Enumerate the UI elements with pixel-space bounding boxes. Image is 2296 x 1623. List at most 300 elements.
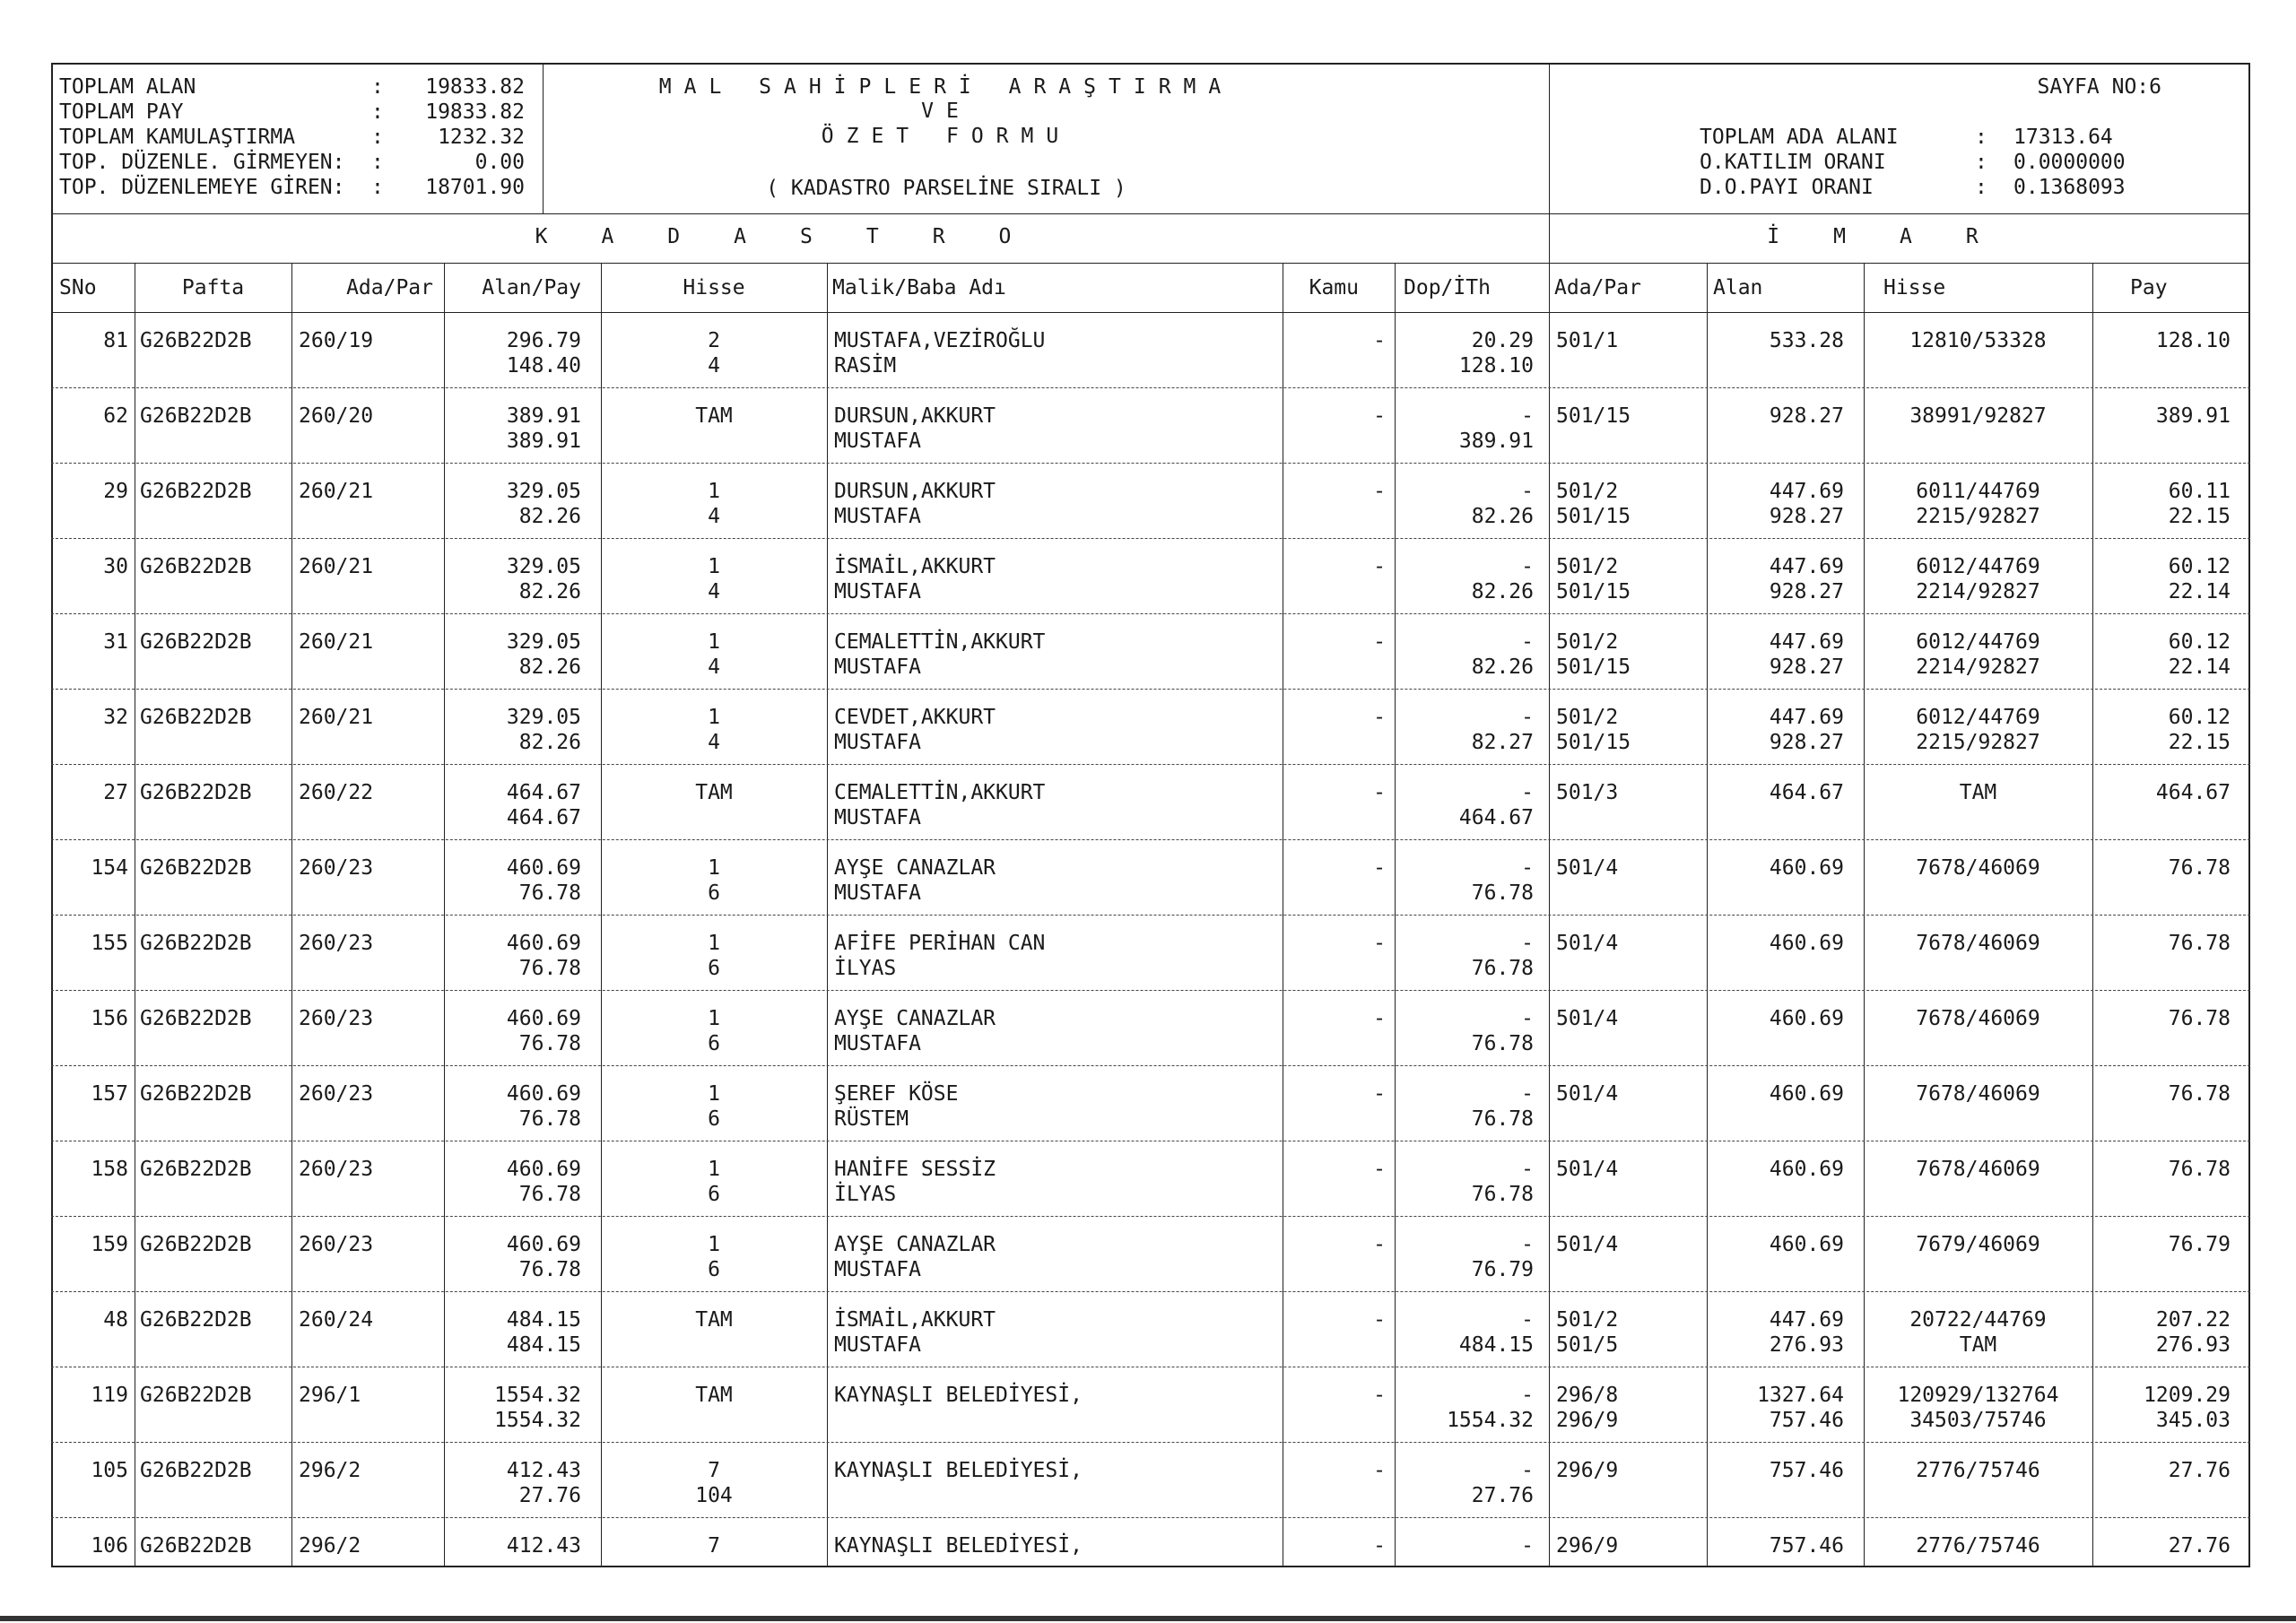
cell-kamu: - bbox=[1373, 706, 1386, 729]
cell-baba: MUSTAFA bbox=[834, 430, 921, 453]
cell-baba: MUSTAFA bbox=[834, 580, 921, 603]
row-separator bbox=[51, 839, 2250, 840]
cell-sno: 106 bbox=[91, 1534, 128, 1558]
cell-hisse-num: TAM bbox=[695, 781, 733, 804]
cell-kamu: - bbox=[1373, 856, 1386, 880]
cell-kamu: - bbox=[1373, 1459, 1386, 1482]
cell-baba: RÜSTEM bbox=[834, 1107, 909, 1131]
summary-right-value: 0.0000000 bbox=[2013, 151, 2126, 174]
cell-ith: 27.76 bbox=[1471, 1484, 1534, 1507]
cell-imar-alan: 757.46 bbox=[1769, 1409, 1844, 1432]
summary-right-label: O.KATILIM ORANI bbox=[1700, 151, 1886, 174]
cell-imar-hisse: 7678/46069 bbox=[1916, 1007, 2040, 1030]
cell-pay: 389.91 bbox=[506, 430, 581, 453]
row-separator bbox=[51, 613, 2250, 614]
summary-right-value: 0.1368093 bbox=[2013, 176, 2126, 199]
cell-adapar: 260/24 bbox=[299, 1308, 374, 1332]
cell-sno: 48 bbox=[103, 1308, 128, 1332]
cell-ith: 82.26 bbox=[1471, 580, 1534, 603]
cell-baba: MUSTAFA bbox=[834, 1333, 921, 1357]
cell-ith: 76.79 bbox=[1471, 1258, 1534, 1281]
cell-hisse-num: TAM bbox=[695, 1308, 733, 1332]
cell-imar-alan: 928.27 bbox=[1769, 655, 1844, 679]
cell-imar-alan: 928.27 bbox=[1769, 731, 1844, 754]
summary-left-colon: : bbox=[371, 75, 384, 99]
column-header: Ada/Par bbox=[346, 276, 433, 299]
cell-imar-pay: 128.10 bbox=[2155, 329, 2231, 352]
column-header: Malik/Baba Adı bbox=[832, 276, 1006, 299]
cell-imar-hisse: 34503/75746 bbox=[1909, 1409, 2047, 1432]
cell-hisse-num: 2 bbox=[708, 329, 720, 352]
cell-hisse-num: 1 bbox=[708, 932, 720, 955]
row-separator bbox=[51, 463, 2250, 464]
cell-kamu: - bbox=[1373, 404, 1386, 428]
cell-imar-pay: 27.76 bbox=[2168, 1534, 2231, 1558]
row-separator bbox=[51, 915, 2250, 916]
cell-imar-hisse: 120929/132764 bbox=[1897, 1384, 2059, 1407]
cell-pay: 148.40 bbox=[506, 354, 581, 378]
cell-sno: 27 bbox=[103, 781, 128, 804]
cell-kamu: - bbox=[1373, 1308, 1386, 1332]
cell-ith: 82.26 bbox=[1471, 505, 1534, 528]
cell-hisse-den: 6 bbox=[708, 1107, 720, 1131]
cell-malik: AFİFE PERİHAN CAN bbox=[834, 932, 1046, 955]
cell-ith: 76.78 bbox=[1471, 1183, 1534, 1206]
cell-imar-adapar: 501/4 bbox=[1556, 1158, 1619, 1181]
cell-adapar: 260/21 bbox=[299, 555, 374, 578]
column-header: Pafta bbox=[181, 276, 245, 299]
cell-imar-alan: 928.27 bbox=[1769, 404, 1844, 428]
cell-imar-hisse: 12810/53328 bbox=[1909, 329, 2047, 352]
cell-alan: 412.43 bbox=[506, 1534, 581, 1558]
cell-dop: - bbox=[1521, 706, 1534, 729]
cell-sno: 157 bbox=[91, 1082, 128, 1106]
cell-sno: 32 bbox=[103, 706, 128, 729]
cell-malik: CEMALETTİN,AKKURT bbox=[834, 781, 1046, 804]
cell-malik: ŞEREF KÖSE bbox=[834, 1082, 959, 1106]
header-bottom-rule bbox=[51, 213, 2250, 214]
cell-alan: 460.69 bbox=[506, 1007, 581, 1030]
cell-imar-pay: 76.78 bbox=[2168, 1158, 2231, 1181]
cell-imar-pay: 22.15 bbox=[2168, 505, 2231, 528]
cell-ith: 484.15 bbox=[1458, 1333, 1534, 1357]
column-header: Alan/Pay bbox=[482, 276, 581, 299]
cell-baba: MUSTAFA bbox=[834, 806, 921, 829]
cell-imar-hisse: 7679/46069 bbox=[1916, 1233, 2040, 1256]
cell-hisse-den: 4 bbox=[708, 655, 720, 679]
cell-dop: - bbox=[1521, 1233, 1534, 1256]
cell-hisse-den: 6 bbox=[708, 1032, 720, 1055]
cell-adapar: 260/23 bbox=[299, 1233, 374, 1256]
cell-hisse-num: 1 bbox=[708, 630, 720, 654]
column-header: Dop/İTh bbox=[1404, 276, 1491, 299]
cell-baba: MUSTAFA bbox=[834, 881, 921, 905]
cell-imar-adapar: 501/2 bbox=[1556, 630, 1619, 654]
cell-imar-adapar: 501/2 bbox=[1556, 480, 1619, 503]
cell-imar-hisse: 2776/75746 bbox=[1916, 1459, 2040, 1482]
cell-kamu: - bbox=[1373, 1233, 1386, 1256]
summary-right-colon: : bbox=[1975, 151, 1987, 174]
cell-dop: - bbox=[1521, 932, 1534, 955]
cell-imar-adapar: 501/1 bbox=[1556, 329, 1619, 352]
cell-imar-hisse: 7678/46069 bbox=[1916, 932, 2040, 955]
cell-kamu: - bbox=[1373, 630, 1386, 654]
cell-pafta: G26B22D2B bbox=[140, 781, 252, 804]
summary-left-label: TOP. DÜZENLE. GİRMEYEN: bbox=[59, 151, 345, 174]
cell-imar-adapar: 501/2 bbox=[1556, 706, 1619, 729]
cell-kamu: - bbox=[1373, 480, 1386, 503]
cell-baba: MUSTAFA bbox=[834, 505, 921, 528]
row-separator bbox=[51, 990, 2250, 991]
cell-hisse-num: TAM bbox=[695, 1384, 733, 1407]
title-line2: VE bbox=[921, 100, 971, 123]
cell-baba: RASİM bbox=[834, 354, 897, 378]
header-divider-left bbox=[543, 63, 544, 213]
summary-right-value: 17313.64 bbox=[2013, 126, 2113, 149]
cell-adapar: 260/21 bbox=[299, 706, 374, 729]
cell-hisse-den: 4 bbox=[708, 580, 720, 603]
cell-imar-alan: 447.69 bbox=[1769, 1308, 1844, 1332]
cell-kamu: - bbox=[1373, 932, 1386, 955]
cell-imar-pay: 22.14 bbox=[2168, 580, 2231, 603]
cell-adapar: 260/23 bbox=[299, 1082, 374, 1106]
cell-hisse-num: 1 bbox=[708, 480, 720, 503]
cell-imar-hisse: 6012/44769 bbox=[1916, 555, 2040, 578]
cell-imar-alan: 447.69 bbox=[1769, 480, 1844, 503]
cell-hisse-num: 1 bbox=[708, 1233, 720, 1256]
cell-hisse-num: 1 bbox=[708, 1158, 720, 1181]
cell-sno: 156 bbox=[91, 1007, 128, 1030]
summary-left-colon: : bbox=[371, 151, 384, 174]
title-line3: ÖZET FORMU bbox=[821, 125, 1072, 148]
cell-imar-hisse: 38991/92827 bbox=[1909, 404, 2047, 428]
cell-sno: 62 bbox=[103, 404, 128, 428]
cell-imar-hisse: 2214/92827 bbox=[1916, 655, 2040, 679]
cell-alan: 389.91 bbox=[506, 404, 581, 428]
cell-sno: 105 bbox=[91, 1459, 128, 1482]
cell-imar-hisse: 6012/44769 bbox=[1916, 630, 2040, 654]
cell-imar-alan: 928.27 bbox=[1769, 505, 1844, 528]
cell-sno: 119 bbox=[91, 1384, 128, 1407]
section-divider bbox=[1549, 213, 1550, 263]
cell-hisse-num: 1 bbox=[708, 1007, 720, 1030]
bottom-rule bbox=[0, 1616, 2296, 1621]
cell-sno: 154 bbox=[91, 856, 128, 880]
row-separator bbox=[51, 1065, 2250, 1066]
cell-adapar: 260/21 bbox=[299, 630, 374, 654]
cell-malik: HANİFE SESSİZ bbox=[834, 1158, 996, 1181]
cell-dop: - bbox=[1521, 1308, 1534, 1332]
cell-malik: KAYNAŞLI BELEDİYESİ, bbox=[834, 1534, 1083, 1558]
cell-hisse-den: 6 bbox=[708, 881, 720, 905]
cell-hisse-den: 6 bbox=[708, 1183, 720, 1206]
summary-left-value: 18701.90 bbox=[425, 176, 525, 199]
cell-malik: DURSUN,AKKURT bbox=[834, 404, 996, 428]
cell-alan: 460.69 bbox=[506, 1082, 581, 1106]
cell-kamu: - bbox=[1373, 781, 1386, 804]
cell-kamu: - bbox=[1373, 1384, 1386, 1407]
cell-malik: CEMALETTİN,AKKURT bbox=[834, 630, 1046, 654]
cell-dop: - bbox=[1521, 555, 1534, 578]
cell-alan: 329.05 bbox=[506, 480, 581, 503]
cell-sno: 158 bbox=[91, 1158, 128, 1181]
cell-imar-pay: 60.12 bbox=[2168, 555, 2231, 578]
column-header: Pay bbox=[2130, 276, 2168, 299]
cell-pafta: G26B22D2B bbox=[140, 555, 252, 578]
cell-pafta: G26B22D2B bbox=[140, 1308, 252, 1332]
cell-hisse-num: 1 bbox=[708, 1082, 720, 1106]
cell-alan: 329.05 bbox=[506, 630, 581, 654]
section-bottom-rule bbox=[51, 263, 2250, 264]
cell-hisse-num: TAM bbox=[695, 404, 733, 428]
cell-imar-adapar: 501/2 bbox=[1556, 555, 1619, 578]
cell-pay: 82.26 bbox=[518, 580, 581, 603]
cell-pafta: G26B22D2B bbox=[140, 1007, 252, 1030]
cell-ith: 76.78 bbox=[1471, 1107, 1534, 1131]
row-separator bbox=[51, 764, 2250, 765]
column-header: Hisse bbox=[683, 276, 745, 299]
cell-imar-alan: 447.69 bbox=[1769, 706, 1844, 729]
cell-imar-adapar: 501/2 bbox=[1556, 1308, 1619, 1332]
cell-imar-alan: 1327.64 bbox=[1757, 1384, 1844, 1407]
cell-pay: 27.76 bbox=[518, 1484, 581, 1507]
cell-pafta: G26B22D2B bbox=[140, 932, 252, 955]
cell-imar-pay: 76.78 bbox=[2168, 1082, 2231, 1106]
cell-malik: AYŞE CANAZLAR bbox=[834, 1233, 996, 1256]
cell-imar-adapar: 296/9 bbox=[1556, 1409, 1619, 1432]
cell-hisse-num: 1 bbox=[708, 706, 720, 729]
cell-pafta: G26B22D2B bbox=[140, 1158, 252, 1181]
cell-adapar: 260/23 bbox=[299, 1007, 374, 1030]
cell-malik: CEVDET,AKKURT bbox=[834, 706, 996, 729]
cell-alan: 329.05 bbox=[506, 706, 581, 729]
cell-imar-adapar: 296/9 bbox=[1556, 1534, 1619, 1558]
cell-imar-adapar: 501/15 bbox=[1556, 580, 1631, 603]
cell-imar-pay: 22.15 bbox=[2168, 731, 2231, 754]
cell-imar-alan: 447.69 bbox=[1769, 555, 1844, 578]
cell-ith: 389.91 bbox=[1458, 430, 1534, 453]
cell-pafta: G26B22D2B bbox=[140, 404, 252, 428]
cell-baba: İLYAS bbox=[834, 957, 897, 980]
cell-adapar: 260/23 bbox=[299, 856, 374, 880]
cell-kamu: - bbox=[1373, 1082, 1386, 1106]
cell-alan: 460.69 bbox=[506, 1158, 581, 1181]
cell-imar-adapar: 501/4 bbox=[1556, 1233, 1619, 1256]
header-divider-right bbox=[1549, 63, 1550, 213]
cell-imar-hisse: 6011/44769 bbox=[1916, 480, 2040, 503]
cell-imar-pay: 60.12 bbox=[2168, 630, 2231, 654]
cell-alan: 464.67 bbox=[506, 781, 581, 804]
cell-malik: AYŞE CANAZLAR bbox=[834, 1007, 996, 1030]
cell-pay: 76.78 bbox=[518, 957, 581, 980]
cell-alan: 484.15 bbox=[506, 1308, 581, 1332]
cell-imar-alan: 460.69 bbox=[1769, 932, 1844, 955]
cell-baba: İLYAS bbox=[834, 1183, 897, 1206]
cell-imar-adapar: 296/8 bbox=[1556, 1384, 1619, 1407]
cell-alan: 412.43 bbox=[506, 1459, 581, 1482]
cell-imar-pay: 276.93 bbox=[2155, 1333, 2231, 1357]
cell-adapar: 296/2 bbox=[299, 1459, 361, 1482]
row-separator bbox=[51, 689, 2250, 690]
cell-adapar: 260/19 bbox=[299, 329, 374, 352]
cell-imar-adapar: 501/15 bbox=[1556, 505, 1631, 528]
title-line1: MAL SAHİPLERİ ARAŞTIRMA bbox=[658, 75, 1234, 99]
cell-baba: MUSTAFA bbox=[834, 1032, 921, 1055]
cell-imar-hisse: 7678/46069 bbox=[1916, 1158, 2040, 1181]
cell-adapar: 260/23 bbox=[299, 932, 374, 955]
cell-ith: 76.78 bbox=[1471, 881, 1534, 905]
cell-kamu: - bbox=[1373, 1534, 1386, 1558]
summary-left-value: 19833.82 bbox=[425, 100, 525, 124]
cell-pay: 484.15 bbox=[506, 1333, 581, 1357]
cell-adapar: 296/2 bbox=[299, 1534, 361, 1558]
cell-malik: DURSUN,AKKURT bbox=[834, 480, 996, 503]
cell-alan: 329.05 bbox=[506, 555, 581, 578]
summary-right-colon: : bbox=[1975, 126, 1987, 149]
cell-imar-alan: 276.93 bbox=[1769, 1333, 1844, 1357]
cell-pay: 82.26 bbox=[518, 655, 581, 679]
row-separator bbox=[51, 387, 2250, 388]
cell-adapar: 260/20 bbox=[299, 404, 374, 428]
cell-pay: 82.26 bbox=[518, 731, 581, 754]
cell-malik: AYŞE CANAZLAR bbox=[834, 856, 996, 880]
cell-hisse-num: 7 bbox=[708, 1534, 720, 1558]
cell-adapar: 260/21 bbox=[299, 480, 374, 503]
cell-sno: 29 bbox=[103, 480, 128, 503]
cell-pafta: G26B22D2B bbox=[140, 329, 252, 352]
cell-imar-pay: 464.67 bbox=[2155, 781, 2231, 804]
cell-dop: - bbox=[1521, 630, 1534, 654]
cell-sno: 159 bbox=[91, 1233, 128, 1256]
cell-dop: - bbox=[1521, 856, 1534, 880]
cell-imar-adapar: 501/4 bbox=[1556, 856, 1619, 880]
cell-imar-alan: 447.69 bbox=[1769, 630, 1844, 654]
cell-dop: - bbox=[1521, 1007, 1534, 1030]
cell-dop: - bbox=[1521, 1082, 1534, 1106]
cell-imar-pay: 60.12 bbox=[2168, 706, 2231, 729]
cell-pay: 1554.32 bbox=[494, 1409, 581, 1432]
cell-pafta: G26B22D2B bbox=[140, 856, 252, 880]
cell-imar-pay: 1209.29 bbox=[2144, 1384, 2231, 1407]
summary-left-label: TOPLAM KAMULAŞTIRMA bbox=[59, 126, 296, 149]
cell-adapar: 260/23 bbox=[299, 1158, 374, 1181]
cell-dop: - bbox=[1521, 1158, 1534, 1181]
cell-imar-hisse: 6012/44769 bbox=[1916, 706, 2040, 729]
cell-imar-adapar: 296/9 bbox=[1556, 1459, 1619, 1482]
cell-baba: MUSTAFA bbox=[834, 655, 921, 679]
cell-imar-pay: 76.79 bbox=[2168, 1233, 2231, 1256]
cell-hisse-den: 6 bbox=[708, 957, 720, 980]
cell-hisse-den: 6 bbox=[708, 1258, 720, 1281]
cell-malik: İSMAİL,AKKURT bbox=[834, 1308, 996, 1332]
cell-imar-adapar: 501/15 bbox=[1556, 404, 1631, 428]
cell-dop: - bbox=[1521, 1384, 1534, 1407]
cell-ith: 76.78 bbox=[1471, 957, 1534, 980]
cell-imar-alan: 464.67 bbox=[1769, 781, 1844, 804]
cell-pafta: G26B22D2B bbox=[140, 1459, 252, 1482]
cell-dop: - bbox=[1521, 480, 1534, 503]
cell-alan: 460.69 bbox=[506, 1233, 581, 1256]
cell-pay: 76.78 bbox=[518, 1183, 581, 1206]
cell-imar-alan: 533.28 bbox=[1769, 329, 1844, 352]
cell-hisse-num: 1 bbox=[708, 555, 720, 578]
cell-baba: MUSTAFA bbox=[834, 731, 921, 754]
cell-adapar: 296/1 bbox=[299, 1384, 361, 1407]
cell-alan: 460.69 bbox=[506, 856, 581, 880]
column-header: SNo bbox=[59, 276, 97, 299]
cell-pay: 464.67 bbox=[506, 806, 581, 829]
column-header-rule bbox=[51, 312, 2250, 313]
cell-imar-hisse: TAM bbox=[1959, 781, 1997, 804]
cell-imar-adapar: 501/5 bbox=[1556, 1333, 1619, 1357]
cell-pafta: G26B22D2B bbox=[140, 1233, 252, 1256]
cell-dop: - bbox=[1521, 1459, 1534, 1482]
row-separator bbox=[51, 538, 2250, 539]
cell-imar-alan: 460.69 bbox=[1769, 1007, 1844, 1030]
column-header: Alan bbox=[1713, 276, 1763, 299]
cell-imar-adapar: 501/15 bbox=[1556, 655, 1631, 679]
column-header: Hisse bbox=[1883, 276, 1946, 299]
cell-kamu: - bbox=[1373, 1007, 1386, 1030]
cell-dop: - bbox=[1521, 1534, 1534, 1558]
cell-adapar: 260/22 bbox=[299, 781, 374, 804]
cell-imar-pay: 389.91 bbox=[2155, 404, 2231, 428]
cell-pay: 76.78 bbox=[518, 1032, 581, 1055]
cell-imar-pay: 27.76 bbox=[2168, 1459, 2231, 1482]
cell-pafta: G26B22D2B bbox=[140, 1534, 252, 1558]
cell-hisse-den: 4 bbox=[708, 731, 720, 754]
column-header: Ada/Par bbox=[1554, 276, 1641, 299]
cell-ith: 1554.32 bbox=[1447, 1409, 1534, 1432]
cell-imar-alan: 460.69 bbox=[1769, 1233, 1844, 1256]
summary-left-value: 19833.82 bbox=[425, 75, 525, 99]
cell-kamu: - bbox=[1373, 329, 1386, 352]
cell-kamu: - bbox=[1373, 1158, 1386, 1181]
cell-imar-pay: 207.22 bbox=[2155, 1308, 2231, 1332]
cell-hisse-den: 104 bbox=[695, 1484, 733, 1507]
summary-left-label: TOP. DÜZENLEMEYE GİREN: bbox=[59, 176, 345, 199]
cell-ith: 82.26 bbox=[1471, 655, 1534, 679]
cell-alan: 460.69 bbox=[506, 932, 581, 955]
cell-baba: MUSTAFA bbox=[834, 1258, 921, 1281]
cell-imar-hisse: 2215/92827 bbox=[1916, 731, 2040, 754]
summary-right-label: TOPLAM ADA ALANI bbox=[1700, 126, 1899, 149]
cell-ith: 464.67 bbox=[1458, 806, 1534, 829]
row-separator bbox=[51, 1216, 2250, 1217]
summary-left-colon: : bbox=[371, 100, 384, 124]
cell-pafta: G26B22D2B bbox=[140, 480, 252, 503]
cell-ith: 82.27 bbox=[1471, 731, 1534, 754]
cell-alan: 296.79 bbox=[506, 329, 581, 352]
row-separator bbox=[51, 1442, 2250, 1443]
cell-imar-pay: 60.11 bbox=[2168, 480, 2231, 503]
cell-imar-alan: 460.69 bbox=[1769, 1082, 1844, 1106]
cell-kamu: - bbox=[1373, 555, 1386, 578]
cell-imar-pay: 76.78 bbox=[2168, 932, 2231, 955]
cell-imar-hisse: 2215/92827 bbox=[1916, 505, 2040, 528]
cell-imar-hisse: 7678/46069 bbox=[1916, 856, 2040, 880]
summary-left-value: 0.00 bbox=[474, 151, 525, 174]
cell-sno: 30 bbox=[103, 555, 128, 578]
cell-imar-hisse: 20722/44769 bbox=[1909, 1308, 2047, 1332]
cell-sno: 31 bbox=[103, 630, 128, 654]
summary-left-value: 1232.32 bbox=[438, 126, 525, 149]
summary-left-label: TOPLAM ALAN bbox=[59, 75, 196, 99]
page-number: SAYFA NO:6 bbox=[2037, 75, 2161, 99]
cell-imar-hisse: TAM bbox=[1959, 1333, 1997, 1357]
cell-imar-pay: 76.78 bbox=[2168, 856, 2231, 880]
cell-dop: 20.29 bbox=[1471, 329, 1534, 352]
